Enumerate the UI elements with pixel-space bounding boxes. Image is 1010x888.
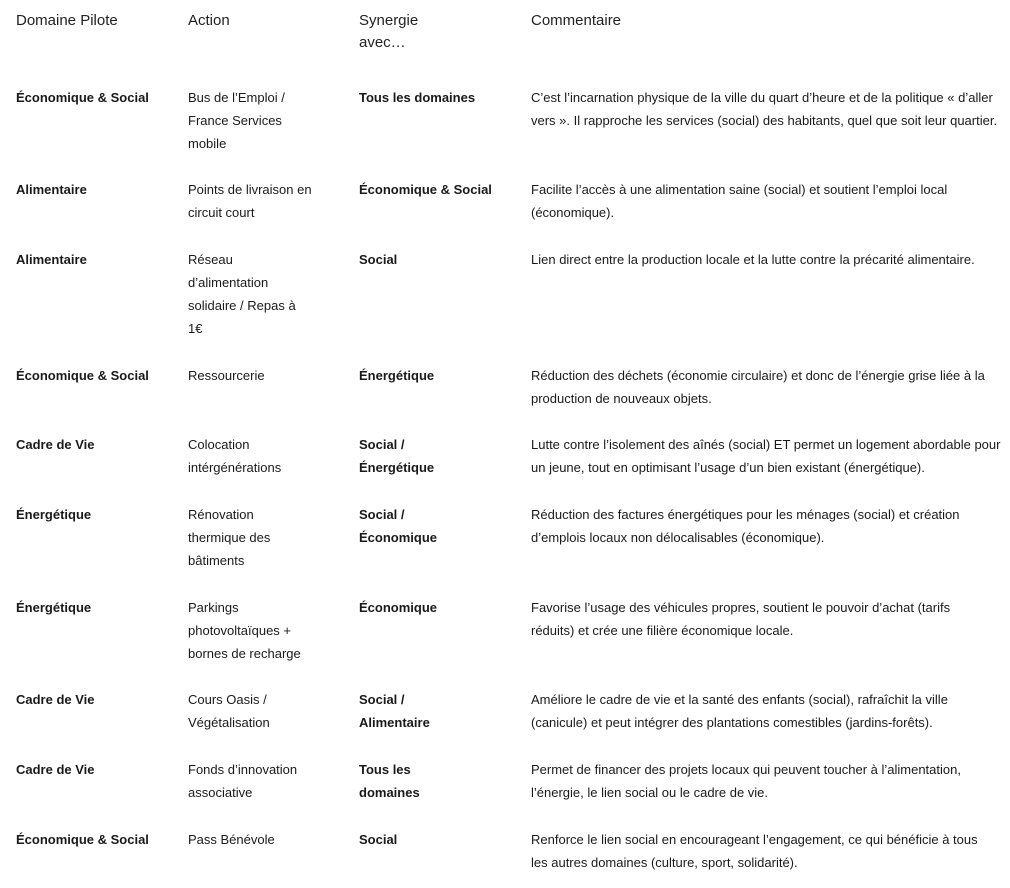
cell-domaine: Économique & Social xyxy=(16,832,149,847)
cell-commentaire: Lutte contre l’isolement des aînés (social) ET permet un logement abordable pour un jeune, tout en optimisant l’usage d’un bien existant (énergétique). xyxy=(531,437,1001,475)
cell-domaine: Cadre de Vie xyxy=(16,762,95,777)
cell-synergie: Social xyxy=(359,252,398,267)
cell-synergie: Tous les domaines xyxy=(359,762,420,800)
cell-action: Pass Bénévole xyxy=(188,832,275,847)
cell-commentaire: Réduction des factures énergétiques pour les ménages (social) et création d’emplois locaux non délocalisables (économique). xyxy=(531,507,960,545)
cell-synergie: Tous les domaines xyxy=(359,90,476,105)
cell-domaine: Alimentaire xyxy=(16,182,87,197)
cell-action: Bus de l’Emploi / France Services mobile xyxy=(188,90,285,151)
cell-synergie: Social / Économique xyxy=(359,507,438,545)
cell-synergie: Énergétique xyxy=(359,368,435,383)
cell-commentaire: Renforce le lien social en encourageant l’engagement, ce qui bénéficie à tous les autres domaines (culture, sport, solidarité). xyxy=(531,832,978,870)
header-action: Action xyxy=(188,12,230,29)
cell-commentaire: Facilite l’accès à une alimentation saine (social) et soutient l’emploi local (économique). xyxy=(531,182,948,220)
cell-synergie: Social xyxy=(359,832,398,847)
cell-action: Points de livraison en circuit court xyxy=(188,182,312,220)
cell-domaine: Alimentaire xyxy=(16,252,87,267)
cell-commentaire: Améliore le cadre de vie et la santé des enfants (social), rafraîchit la ville (canicule) et peut intégrer des plantations comestibles (jardins-forêts). xyxy=(531,692,948,730)
cell-commentaire: Lien direct entre la production locale et la lutte contre la précarité alimentaire. xyxy=(531,252,975,267)
cell-action: Colocation intérgénérations xyxy=(188,437,282,475)
cell-commentaire: Permet de financer des projets locaux qui peuvent toucher à l’alimentation, l’énergie, le lien social ou le cadre de vie. xyxy=(531,762,961,800)
cell-action: Fonds d’innovation associative xyxy=(188,762,298,800)
cell-commentaire: Favorise l’usage des véhicules propres, soutient le pouvoir d’achat (tarifs réduits) et crée une filière économique locale. xyxy=(531,600,951,638)
cell-domaine: Énergétique xyxy=(16,600,92,615)
cell-synergie: Économique & Social xyxy=(359,182,492,197)
cell-domaine: Énergétique xyxy=(16,507,92,522)
cell-action: Ressourcerie xyxy=(188,368,265,383)
cell-commentaire: C’est l’incarnation physique de la ville du quart d’heure et de la politique « d’aller vers ». Il rapproche les services (social) des habitants, quel que soit leur quartier. xyxy=(531,90,998,128)
cell-action: Réseau d’alimentation solidaire / Repas à 1€ xyxy=(188,252,296,336)
cell-commentaire: Réduction des déchets (économie circulaire) et donc de l’énergie grise liée à la production de nouveaux objets. xyxy=(531,368,985,406)
header-commentaire: Commentaire xyxy=(531,12,622,29)
cell-domaine: Économique & Social xyxy=(16,368,149,383)
cell-domaine: Cadre de Vie xyxy=(16,437,95,452)
cell-synergie: Social / Alimentaire xyxy=(359,692,430,730)
cell-action: Rénovation thermique des bâtiments xyxy=(188,507,271,568)
cell-domaine: Économique & Social xyxy=(16,90,149,105)
cell-domaine: Cadre de Vie xyxy=(16,692,95,707)
table-header-row xyxy=(0,10,1010,60)
cell-synergie: Social / Énergétique xyxy=(359,437,435,475)
header-synergie: Synergie avec… xyxy=(359,12,419,51)
cell-action: Parkings photovoltaïques + bornes de recharge xyxy=(188,600,301,661)
header-domaine-pilote: Domaine Pilote xyxy=(16,12,118,29)
cell-action: Cours Oasis / Végétalisation xyxy=(188,692,270,730)
cell-synergie: Économique xyxy=(359,600,438,615)
